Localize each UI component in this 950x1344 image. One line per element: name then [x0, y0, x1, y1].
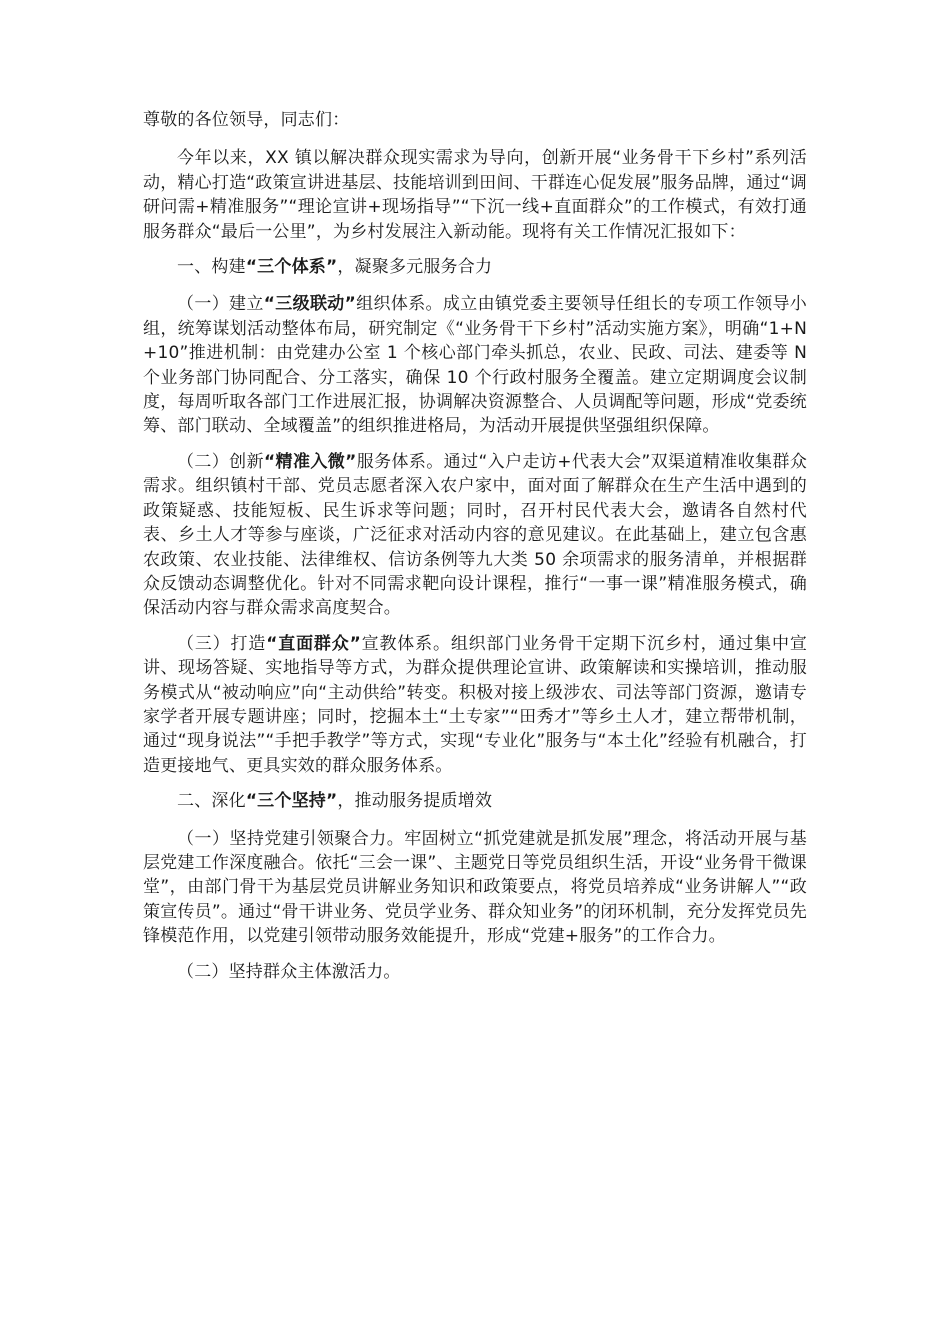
- section1-item-3-em: “直面群众”: [266, 633, 361, 654]
- section2-item-1: （一）坚持党建引领聚合力。牢固树立“抓党建就是抓发展”理念，将活动开展与基层党建工作深度融合。依托“三会一课”、主题党日等党员组织生活，开设“业务骨干微课堂”，由部门骨干为基层党员讲解业务知识和政策要点，将党员培养成“业务讲解人”“政策宣传员”。通过“骨干讲业务、党员学业务、群众知业务”的闭环机制，充分发挥党员先锋模范作用，以党建引领带动服务效能提升，形成“党建+服务”的工作合力。: [143, 828, 807, 947]
- section2-heading-pre: 二、深化: [177, 791, 246, 812]
- section1-item-2-em: “精准入微”: [263, 451, 357, 472]
- section1-item-1-pre: （一）建立: [177, 294, 264, 315]
- section2-heading-post: ，推动服务提质增效: [337, 791, 493, 812]
- document-page: [143, 108, 807, 995]
- section1-item-2-body: 服务体系。通过“入户走访+代表大会”双渠道精准收集群众需求。组织镇村干部、党员志愿者深入农户家中，面对面了解群众在生产生活中遇到的政策疑惑、技能短板、民生诉求等问题；同时，召开村民代表大会，邀请各自然村代表、乡土人才等参与座谈，广泛征求对活动内容的意见建议。在此基础上，建立包含惠农政策、农业技能、法律维权、信访条例等九大类 50 余项需求的服务清单，并根据群众反馈动态调整优化。针对不同需求靶向设计课程，推行“一事一课”精准服务模式，确保活动内容与群众需求高度契合。: [143, 451, 808, 619]
- section1-heading-pre: 一、构建: [177, 257, 246, 278]
- section1-item-1-body: 组织体系。成立由镇党委主要领导任组长的专项工作领导小组，统筹谋划活动整体布局，研究制定《“业务骨干下乡村”活动实施方案》，明确“1+N+10”推进机制：由党建办公室 1 个核心部门牵头抓总，农业、民政、司法、建委等 N 个业务部门协同配合、分工落实，确保 10 个行政村服务全覆盖。建立定期调度会议制度，每周听取各部门工作进展汇报，协调解决资源整合、人员调配等问题，形成“党委统筹、部门联动、全域覆盖”的组织推进格局，为活动开展提供坚强组织保障。: [143, 294, 808, 437]
- section1-item-2-pre: （二）创新: [177, 451, 264, 472]
- section2-heading-em: “三个坚持”: [245, 791, 338, 812]
- salutation: 尊敬的各位领导，同志们：: [143, 110, 350, 130]
- section2-heading: [143, 789, 807, 813]
- section2-item-2: （二）坚持群众主体激活力。: [177, 961, 401, 982]
- section1-heading-post: ，凝聚多元服务合力: [337, 257, 493, 278]
- section1-item-1: [143, 292, 807, 438]
- section1-item-3-pre: （三）打造: [177, 633, 267, 654]
- section1-item-1-em: “三级联动”: [263, 294, 357, 315]
- section1-item-3-body: 宣教体系。组织部门业务骨干定期下沉乡村，通过集中宣讲、现场答疑、实地指导等方式，为群众提供理论宣讲、政策解读和实操培训，推动服务模式从“被动响应”向“主动供给”转变。积极对接上级涉农、司法等部门资源，邀请专家学者开展专题讲座；同时，挖掘本土“土专家”“田秀才”等乡土人才，建立帮带机制，通过“现身说法”“手把手教学”等方式，实现“专业化”服务与“本土化”经验有机融合，打造更接地气、更具实效的群众服务体系。: [143, 633, 808, 776]
- section1-item-2: [143, 450, 807, 621]
- section1-heading: [143, 255, 807, 279]
- section1-heading-em: “三个体系”: [245, 257, 338, 278]
- intro-paragraph: 今年以来，XX 镇以解决群众现实需求为导向，创新开展“业务骨干下乡村”系列活动，精心打造“政策宣讲进基层、技能培训到田间、干群连心促发展”服务品牌，通过“调研问需+精准服务”“理论宣讲+现场指导”“下沉一线+直面群众”的工作模式，有效打通服务群众“最后一公里”，为乡村发展注入新动能。现将有关工作情况汇报如下：: [143, 148, 807, 242]
- section1-item-3: [143, 632, 807, 778]
